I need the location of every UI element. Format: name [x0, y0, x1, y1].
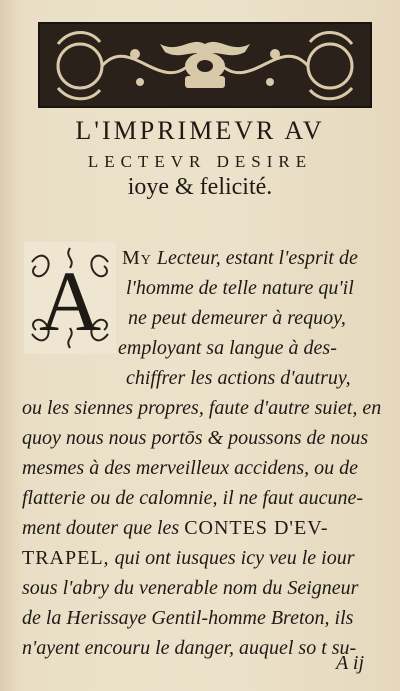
text-line: ment douter que les CONTES D'EV- — [22, 517, 329, 539]
signature-mark: A ij — [336, 652, 364, 674]
text-line: employant sa langue à des- — [118, 337, 337, 359]
initial-letter: A — [38, 253, 102, 349]
heading-line-2: LECTEVR DESIRE — [87, 152, 313, 171]
text-line: ne peut demeurer à requoy, — [128, 307, 346, 329]
text-line: ou les siennes propres, faute d'autre suiet, en — [22, 397, 382, 419]
text-line: chiffrer les actions d'autruy, — [126, 367, 351, 389]
text-line: l'homme de telle nature qu'il — [126, 277, 354, 299]
heading-line-1: L'IMPRIMEVR AV — [75, 116, 325, 145]
text-line: quoy nous nous portōs & poussons de nous — [22, 427, 369, 449]
text-line: n'ayent encouru le danger, auquel so t su- — [22, 637, 357, 659]
text-line: sous l'abry du venerable nom du Seigneur — [22, 577, 359, 599]
text-line: de la Herissaye Gentil-homme Breton, ils — [22, 607, 354, 629]
heading-line-3: ioye & felicité. — [127, 174, 273, 200]
text-line: flatterie ou de calomnie, il ne faut aucune- — [22, 487, 364, 509]
decorated-initial-letter — [24, 242, 116, 354]
text-line: My Lecteur, estant l'esprit de — [122, 247, 358, 269]
text-line: mesmes à des merveilleux accidens, ou de — [22, 457, 358, 479]
text-line: TRAPEL, qui ont iusques icy veu le iour — [22, 547, 355, 569]
floral-headpiece-ornament — [38, 22, 372, 108]
